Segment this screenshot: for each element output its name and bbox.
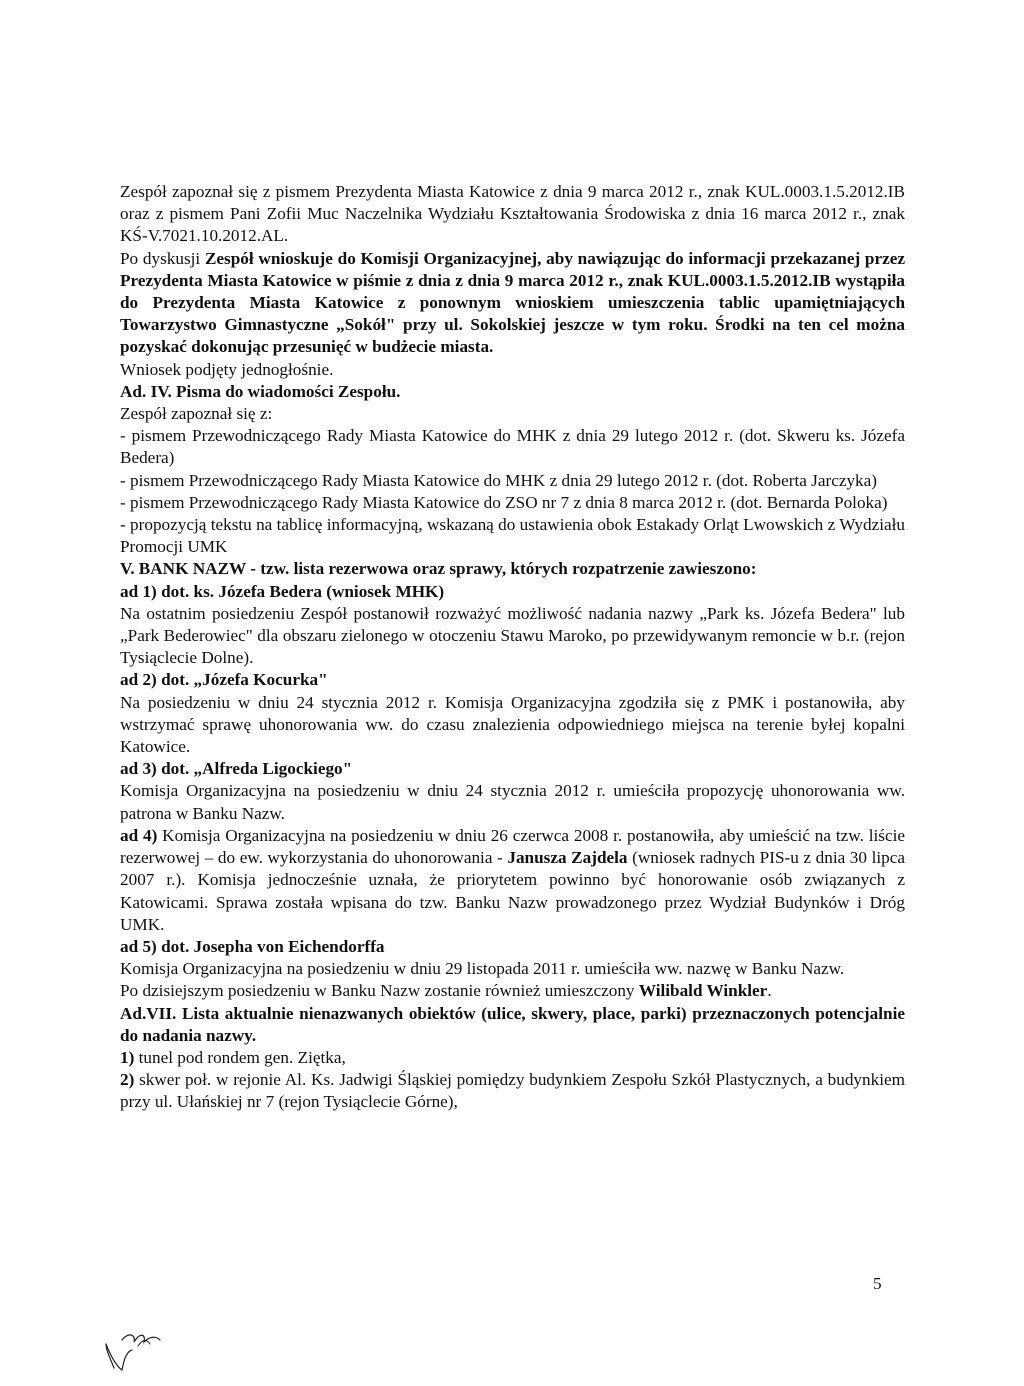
motion-lead: Po dyskusji bbox=[120, 248, 205, 268]
letter-item: - pismem Przewodniczącego Rady Miasta Katowice do MHK z dnia 29 lutego 2012 r. (dot. Skweru ks. Józefa Bedera) bbox=[120, 426, 905, 468]
item-heading-ad5: ad 5) dot. Josepha von Eichendorffa bbox=[120, 936, 385, 956]
object-text: tunel pod rondem gen. Ziętka, bbox=[134, 1047, 346, 1067]
section-heading-iv: Ad. IV. Pisma do wiadomości Zespołu. bbox=[120, 381, 401, 401]
handwritten-signature bbox=[80, 1310, 190, 1380]
letter-item: - pismem Przewodniczącego Rady Miasta Katowice do MHK z dnia 29 lutego 2012 r. (dot. Roberta Jarczyka) bbox=[120, 470, 877, 490]
object-number: 1) bbox=[120, 1047, 135, 1067]
item-heading-ad1: ad 1) dot. ks. Józefa Bedera (wniosek MHK) bbox=[120, 581, 445, 601]
paragraph-winkler bbox=[120, 980, 905, 1002]
object-item bbox=[120, 1047, 905, 1069]
letters-intro: Zespół zapoznał się z: bbox=[120, 404, 273, 424]
item-text-ad4 bbox=[120, 825, 905, 936]
paragraph-letters-reviewed: Zespół zapoznał się z pismem Prezydenta Miasta Katowice z dnia 9 marca 2012 r., znak KUL.0003.1.5.2012.IB oraz z pismem Pani Zofii Muc Naczelnika Wydziału Kształtowania Środowiska z dnia 16 marca 2012 r., znak KŚ-V.7021.10.2012.AL. bbox=[120, 182, 905, 246]
letter-item: - propozycją tekstu na tablicę informacyjną, wskazaną do ustawienia obok Estakady Orląt Lwowskich z Wydziału Promocji UMK bbox=[120, 515, 905, 557]
section-heading-vii: Ad.VII. Lista aktualnie nienazwanych obiektów (ulice, skwery, place, parki) przeznaczonych potencjalnie do nadania nazwy. bbox=[120, 1003, 905, 1045]
item-text-ad1: Na ostatnim posiedzeniu Zespół postanowił rozważyć możliwość nadania nazwy „Park ks. Józefa Bedera" lub „Park Bederowiec" dla obszaru zielonego w otoczeniu Stawu Maroko, po przewidywanym remoncie w b.r. (rejon Tysiąclecie Dolne). bbox=[120, 603, 905, 668]
object-number: 2) bbox=[120, 1070, 135, 1090]
paragraph-motion bbox=[120, 248, 905, 359]
object-item bbox=[120, 1069, 905, 1113]
item-text-ad2: Na posiedzeniu w dniu 24 stycznia 2012 r. Komisja Organizacyjna zgodziła się z PMK i postanowiła, aby wstrzymać sprawę uhonorowania ww. do czasu znalezienia odpowiedniego miejsca na terenie byłej kopalni Katowice. bbox=[120, 692, 905, 757]
winkler-end: . bbox=[767, 981, 772, 1001]
letter-item: - pismem Przewodniczącego Rady Miasta Katowice do ZSO nr 7 z dnia 8 marca 2012 r. (dot. Bernarda Poloka) bbox=[120, 492, 888, 512]
object-text: skwer poł. w rejonie Al. Ks. Jadwigi Śląskiej pomiędzy budynkiem Zespołu Szkół Plastycznych, a budynkiem przy ul. Ułańskiej nr 7 (rejon Tysiąclecie Górne), bbox=[120, 1070, 905, 1112]
winkler-name: Wilibald Winkler bbox=[638, 981, 768, 1001]
ad4-text-part1: Komisja Organizacyjna na posiedzeniu w dniu 26 czerwca 2008 r. postanowiła, aby umieścić na tzw. liście rezerwowej – do ew. wykorzystania do uhonorowania - bbox=[120, 825, 905, 868]
motion-result: Wniosek podjęty jednogłośnie. bbox=[120, 359, 334, 379]
ad4-name: Janusza Zajdela bbox=[507, 848, 628, 868]
section-heading-v: V. BANK NAZW - tzw. lista rezerwowa oraz sprawy, których rozpatrzenie zawieszono: bbox=[120, 559, 757, 579]
document-body bbox=[120, 181, 905, 1114]
ad4-text-part2: (wniosek radnych PIS-u z dnia 30 lipca 2007 r.). Komisja jednocześnie uznała, że priorytetem powinno być honorowanie osób związanych z Katowicami. Sprawa została wpisana do tzw. Banku Nazw prowadzonego przez Wydział Budynków i Dróg UMK. bbox=[120, 848, 905, 934]
page-number: 5 bbox=[873, 1274, 882, 1293]
item-label-ad4: ad 4) bbox=[120, 825, 158, 845]
winkler-text: Po dzisiejszym posiedzeniu w Banku Nazw zostanie również umieszczony bbox=[120, 981, 639, 1001]
item-heading-ad3: ad 3) dot. „Alfreda Ligockiego" bbox=[120, 759, 353, 779]
item-text-ad3: Komisja Organizacyjna na posiedzeniu w dniu 24 stycznia 2012 r. umieściła propozycję uhonorowania ww. patrona w Banku Nazw. bbox=[120, 781, 905, 823]
item-text-ad5: Komisja Organizacyjna na posiedzeniu w dniu 29 listopada 2011 r. umieściła ww. nazwę w Banku Nazw. bbox=[120, 959, 845, 979]
item-heading-ad2: ad 2) dot. „Józefa Kocurka" bbox=[120, 670, 328, 690]
motion-text: Zespół wnioskuje do Komisji Organizacyjnej, aby nawiązując do informacji przekazanej przez Prezydenta Miasta Katowice w piśmie z dnia z dnia 9 marca 2012 r., znak KUL.0003.1.5.2012.IB wystąpiła do Prezydenta Miasta Katowice z ponownym wnioskiem umieszczenia tablic upamiętniających Towarzystwo Gimnastyczne „Sokół" przy ul. Sokolskiej jeszcze w tym roku. Środki na ten cel można pozyskać dokonując przesunięć w budżecie miasta. bbox=[120, 248, 905, 357]
